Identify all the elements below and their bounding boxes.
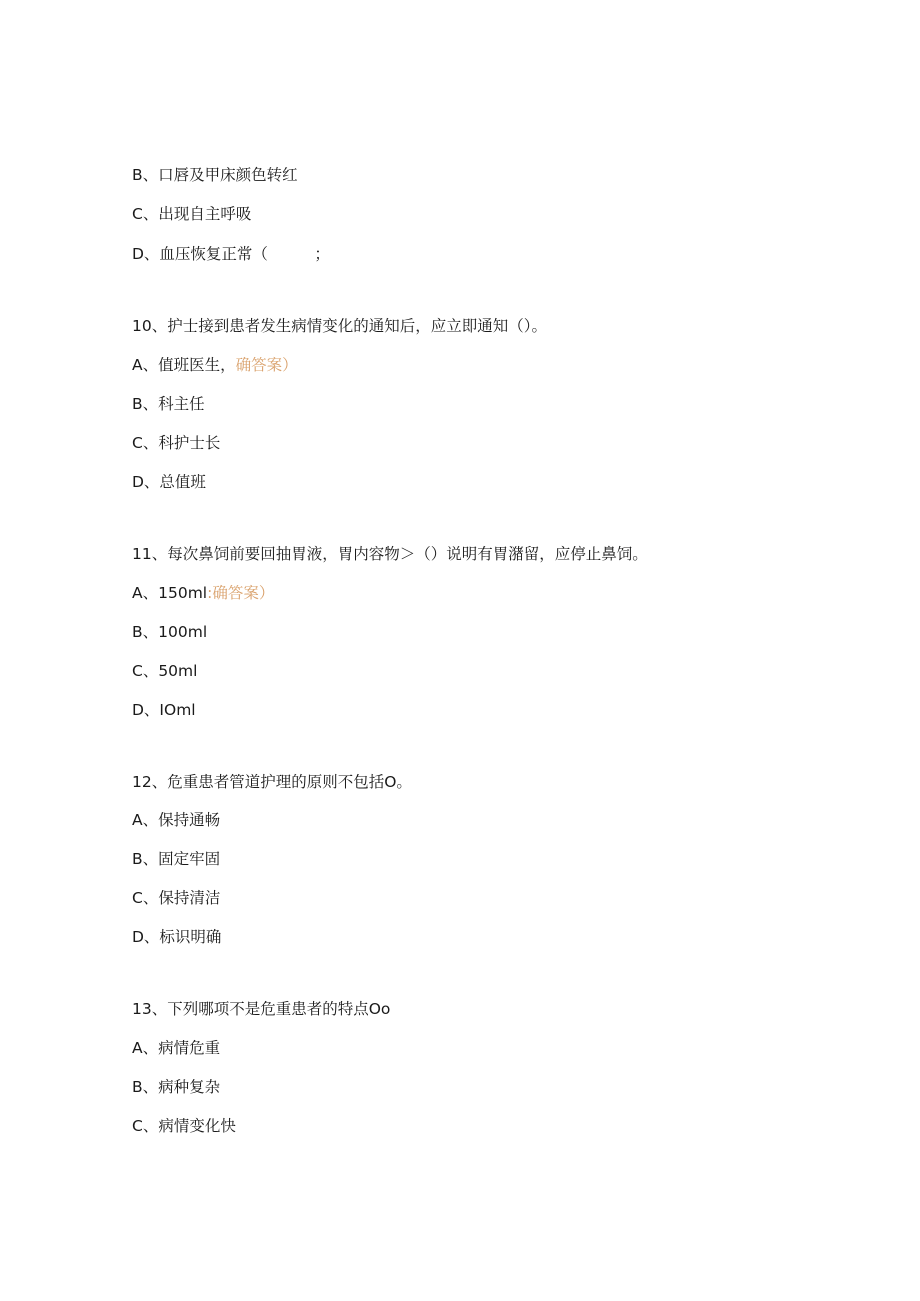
q13-stem: 13、下列哪项不是危重患者的特点Oo — [132, 1000, 391, 1018]
q12-option-c: C、保持清洁 — [132, 889, 221, 907]
q12-option-a: A、保持通畅 — [132, 811, 221, 829]
q11-option-a-text: A、150ml — [132, 584, 208, 602]
q12-option-d: D、标识明确 — [132, 928, 222, 946]
q10-option-a — [132, 355, 298, 375]
q12-stem: 12、危重患者管道护理的原则不包括O。 — [132, 773, 412, 791]
q12-option-b: B、固定牢固 — [132, 850, 221, 868]
q9-option-c: C、出现自主呼吸 — [132, 205, 252, 223]
q11-answer-mark: :确答案） — [207, 584, 275, 602]
q13-option-b: B、病种复杂 — [132, 1078, 221, 1096]
q10-answer-mark: 确答案） — [235, 356, 298, 374]
q9-option-b: B、口唇及甲床颜色转红 — [132, 166, 298, 184]
q13-option-c: C、病情变化快 — [132, 1117, 236, 1135]
q11-option-c: C、50ml — [132, 662, 198, 680]
q10-option-b: B、科主任 — [132, 395, 205, 413]
q11-option-d: D、IOml — [132, 701, 196, 719]
q11-option-b: B、100ml — [132, 623, 208, 641]
q10-option-d: D、总值班 — [132, 473, 206, 491]
q11-stem: 11、每次鼻饲前要回抽胃液，胃内容物＞（）说明有胃潴留，应停止鼻饲。 — [132, 545, 648, 563]
q11-option-a — [132, 583, 274, 603]
q10-option-a-text: A、值班医生， — [132, 356, 236, 374]
q9-option-d: D、血压恢复正常（ ； — [132, 245, 330, 263]
q10-option-c: C、科护士长 — [132, 434, 221, 452]
q10-stem: 10、护士接到患者发生病情变化的通知后，应立即通知（）。 — [132, 317, 547, 335]
q13-option-a: A、病情危重 — [132, 1039, 221, 1057]
